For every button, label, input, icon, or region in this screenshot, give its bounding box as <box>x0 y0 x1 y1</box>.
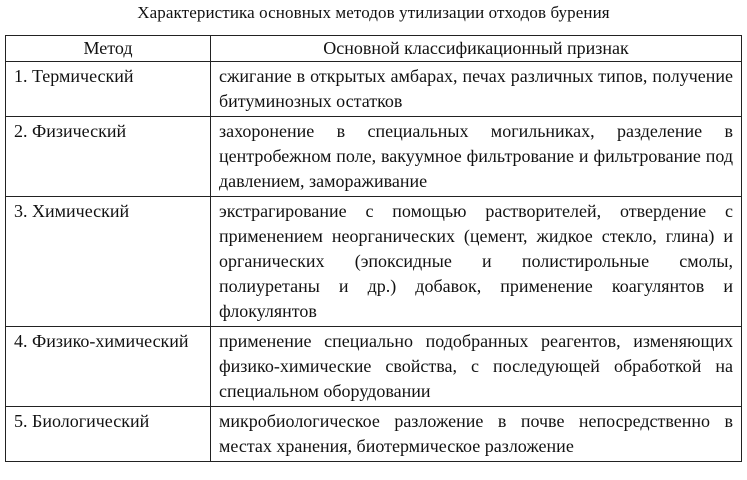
feature-cell: захоронение в специальных могильниках, разделение в центробежном поле, вакуумное фильтрование и фильтрование под давлением, замораживание <box>211 117 742 197</box>
table-row <box>6 62 742 117</box>
header-method: Метод <box>6 36 211 62</box>
header-feature: Основной классификационный признак <box>211 36 742 62</box>
feature-cell: экстрагирование с помощью растворителей, отвердение с применением неорганических (цемент, жидкое стекло, глина) и органических (эпоксидные и полистирольные смолы, полиуретаны и др.) добавок, применение коагулянтов и флокулянтов <box>211 197 742 327</box>
method-cell: 2. Физический <box>6 117 211 197</box>
methods-table <box>5 35 742 462</box>
feature-cell: применение специально подобранных реагентов, изменяющих физико-химические свойства, с последующей обработкой на специальном оборудовании <box>211 327 742 407</box>
feature-cell: сжигание в открытых амбарах, печах различных типов, получение битуминозных остатков <box>211 62 742 117</box>
table-row <box>6 197 742 327</box>
method-cell: 4. Физико-химический <box>6 327 211 407</box>
method-cell: 5. Биологический <box>6 407 211 462</box>
table-header-row <box>6 36 742 62</box>
feature-cell: микробиологическое разложение в почве непосредственно в местах хранения, биотермическое разложение <box>211 407 742 462</box>
method-cell: 1. Термический <box>6 62 211 117</box>
table-row <box>6 407 742 462</box>
table-caption: Характеристика основных методов утилизации отходов бурения <box>137 3 610 22</box>
table-row <box>6 117 742 197</box>
table-row <box>6 327 742 407</box>
method-cell: 3. Химический <box>6 197 211 327</box>
